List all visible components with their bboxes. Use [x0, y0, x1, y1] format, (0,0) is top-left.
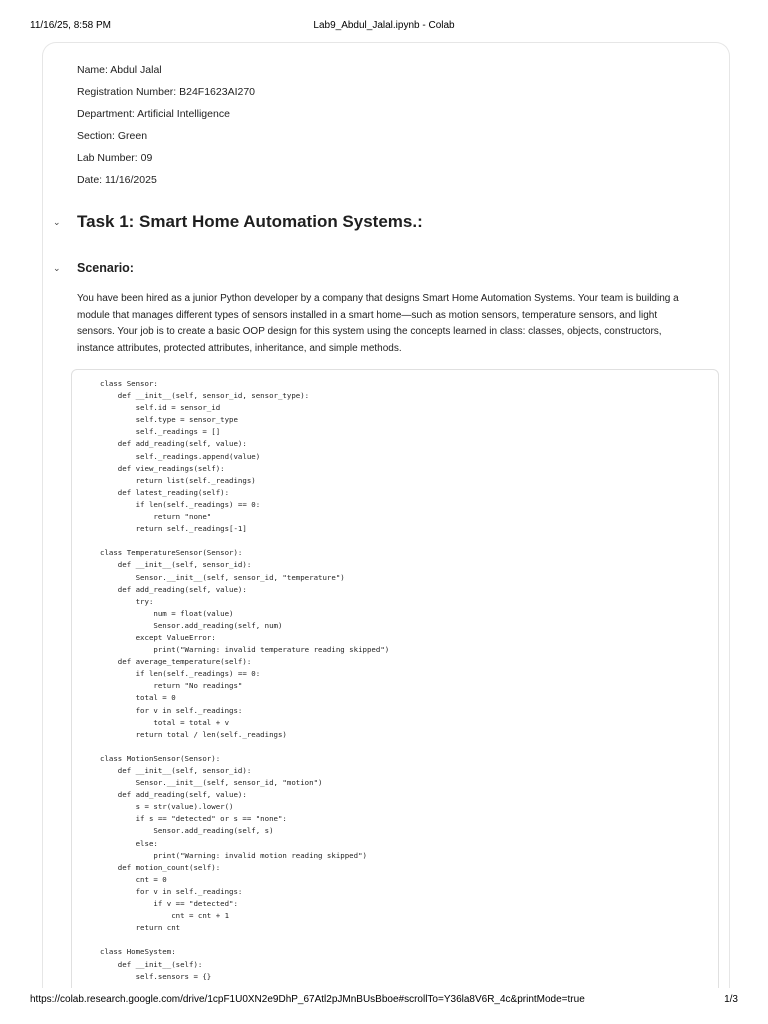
print-header [0, 0, 768, 40]
print-timestamp: 11/16/25, 8:58 PM [30, 20, 111, 31]
chevron-down-icon[interactable]: ⌄ [53, 263, 61, 273]
notebook-card [42, 42, 730, 988]
scenario-paragraph: You have been hired as a junior Python developer by a company that designs Smart Home Automation Systems. Your team is building a module that manages different types of sensors installed in a smart home—such as motion sensors, temperature sensors, and light sensors. Your job is to create a basic OOP design for this system using the concepts learned in class: classes, objects, constructors, instance attributes, protected attributes, inheritance, and simple methods. [77, 293, 679, 354]
print-url: https://colab.research.google.com/drive/1cpF1U0XN2e9DhP_67Atl2pJMnBUsBboe#scrollTo=Y36la8V6R_4c&printMode=true [30, 994, 585, 1005]
code-cell[interactable] [71, 369, 719, 988]
page-number: 1/3 [724, 994, 738, 1005]
lab-number: Lab Number: 09 [77, 152, 153, 164]
chevron-down-icon[interactable]: ⌄ [53, 217, 61, 227]
student-name: Name: Abdul Jalal [77, 64, 162, 76]
section: Section: Green [77, 130, 148, 142]
print-title: Lab9_Abdul_Jalal.ipynb - Colab [313, 20, 455, 31]
registration-number: Registration Number: B24F1623AI270 [77, 86, 256, 98]
date: Date: 11/16/2025 [77, 174, 157, 186]
scenario-heading: Scenario: [77, 261, 134, 275]
task-heading: Task 1: Smart Home Automation Systems.: [77, 212, 423, 231]
department: Department: Artificial Intelligence [77, 108, 230, 120]
code-editor[interactable]: class Sensor: def __init__(self, sensor_id, sensor_type): self.id = sensor_id self.type = sensor_type self._readings = [] def add_reading(self, value): self._readings.append(value) def view_readings(self): return list(self._readings) def latest_reading(self): if len(self._readings) == 0: return "none" return self._readings[-1] class TemperatureSensor(Sensor): def __init__(self, sensor_id): Sensor.__init__(self, sensor_id, "temperature") def add_reading(self, value): try: num = float(value) Sensor.add_reading(self, num) except ValueError: print("Warning: invalid temperature reading skipped") def average_temperature(self): if len(self._readings) == 0: return "No readings" total = 0 for v in self._readings: total = total + v return total / len(self._readings) class MotionSensor(Sensor): def __init__(self, sensor_id): Sensor.__init__(self, sensor_id, "motion") def add_reading(self, value): s = str(value).lower() if s == "detected" or s == "none": Sensor.add_reading(self, s) else: print("Warning: invalid motion reading skipped") def motion_count(self): cnt = 0 for v in self._readings: if v == "detected": cnt = cnt + 1 return cnt class HomeSystem: def __init__(self): self.sensors = {} [100, 379, 390, 981]
student-info-cell [77, 63, 255, 195]
print-footer [0, 994, 768, 1014]
